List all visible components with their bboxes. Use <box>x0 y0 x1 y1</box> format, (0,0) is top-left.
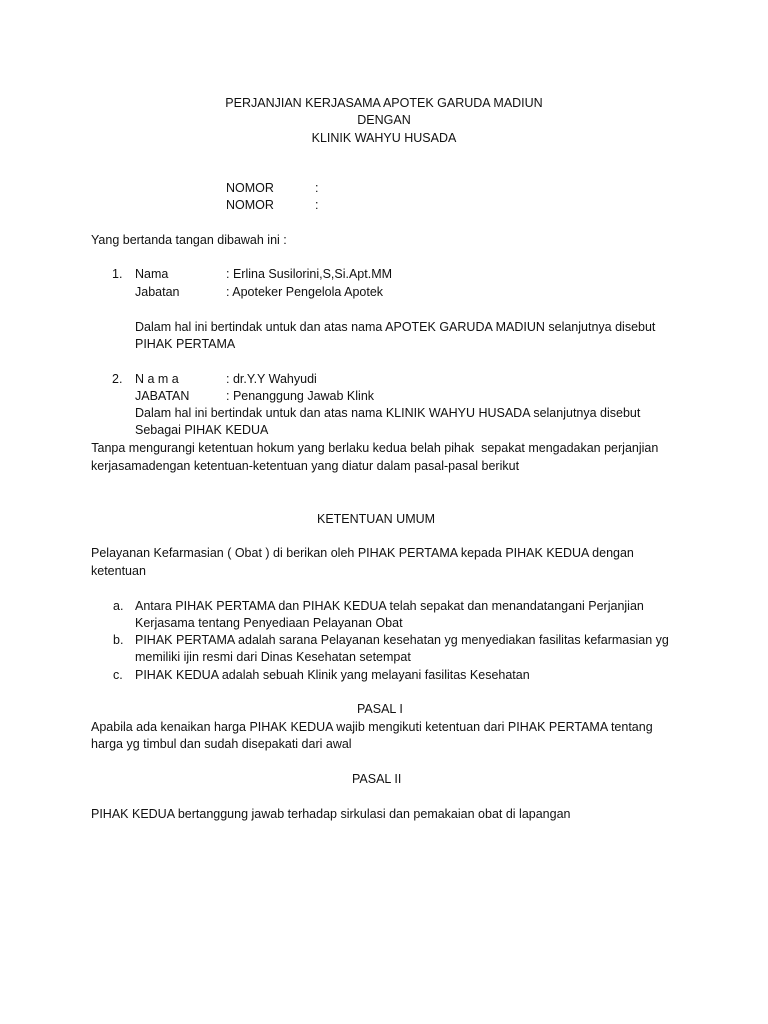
party1-role-value: : Apoteker Pengelola Apotek <box>226 285 384 299</box>
list-item-text: PIHAK KEDUA adalah sebuah Klinik yang melayani fasilitas Kesehatan <box>135 668 530 682</box>
pasal2-text: PIHAK KEDUA bertanggung jawab terhadap sirkulasi dan pemakaian obat di lapangan <box>91 807 571 821</box>
party2-designation: Sebagai PIHAK KEDUA <box>135 423 269 437</box>
list-marker: a. <box>113 599 124 613</box>
party1-number: 1. <box>112 267 123 281</box>
section-heading-ketentuan: KETENTUAN UMUM <box>317 512 436 526</box>
list-marker: b. <box>113 633 124 647</box>
section-heading-pasal2: PASAL II <box>352 772 402 786</box>
party1-name-value: : Erlina Susilorini,S,Si.Apt.MM <box>226 267 393 281</box>
document-title: PERJANJIAN KERJASAMA APOTEK GARUDA MADIUN <box>225 96 543 110</box>
agreement-text: kerjasamadengan ketentuan-ketentuan yang diatur dalam pasal-pasal berikut <box>91 459 520 473</box>
party2-number: 2. <box>112 372 123 386</box>
section-heading-pasal1: PASAL I <box>357 702 403 716</box>
party2-role-value: : Penanggung Jawab Klink <box>226 389 375 403</box>
ketentuan-intro: Pelayanan Kefarmasian ( Obat ) di berikan oleh PIHAK PERTAMA kepada PIHAK KEDUA dengan <box>91 546 634 560</box>
party2-description: Dalam hal ini bertindak untuk dan atas nama KLINIK WAHYU HUSADA selanjutnya disebut <box>135 406 641 420</box>
list-item-text: memiliki ijin resmi dari Dinas Kesehatan setempat <box>135 650 411 664</box>
list-marker: c. <box>113 668 123 682</box>
ketentuan-intro: ketentuan <box>91 564 146 578</box>
pasal1-text: Apabila ada kenaikan harga PIHAK KEDUA wajib mengikuti ketentuan dari PIHAK PERTAMA tentang <box>91 720 653 734</box>
nomor-label: NOMOR <box>226 181 274 195</box>
party1-role-label: Jabatan <box>135 285 180 299</box>
party1-name-label: Nama <box>135 267 169 281</box>
intro-text: Yang bertanda tangan dibawah ini : <box>91 233 287 247</box>
list-item-text: Antara PIHAK PERTAMA dan PIHAK KEDUA telah sepakat dan menandatangani Perjanjian <box>135 599 644 613</box>
agreement-text: Tanpa mengurangi ketentuan hokum yang berlaku kedua belah pihak sepakat mengadakan perjanjian <box>88 441 659 455</box>
list-item-text: Kerjasama tentang Penyediaan Pelayanan Obat <box>135 616 403 630</box>
party2-name-value: : dr.Y.Y Wahyudi <box>226 372 317 386</box>
nomor-separator: : <box>315 198 319 212</box>
pasal1-text: harga yg timbul dan sudah disepakati dari awal <box>91 737 352 751</box>
nomor-label: NOMOR <box>226 198 274 212</box>
party1-designation: PIHAK PERTAMA <box>135 337 236 351</box>
document-title-connector: DENGAN <box>357 113 411 127</box>
nomor-separator: : <box>315 181 319 195</box>
document-title-partner: KLINIK WAHYU HUSADA <box>311 131 457 145</box>
party2-role-label: JABATAN <box>135 389 190 403</box>
list-item-text: PIHAK PERTAMA adalah sarana Pelayanan kesehatan yg menyediakan fasilitas kefarmasian yg <box>135 633 669 647</box>
party2-name-label: N a m a <box>135 372 179 386</box>
party1-description: Dalam hal ini bertindak untuk dan atas nama APOTEK GARUDA MADIUN selanjutnya disebut <box>135 320 656 334</box>
